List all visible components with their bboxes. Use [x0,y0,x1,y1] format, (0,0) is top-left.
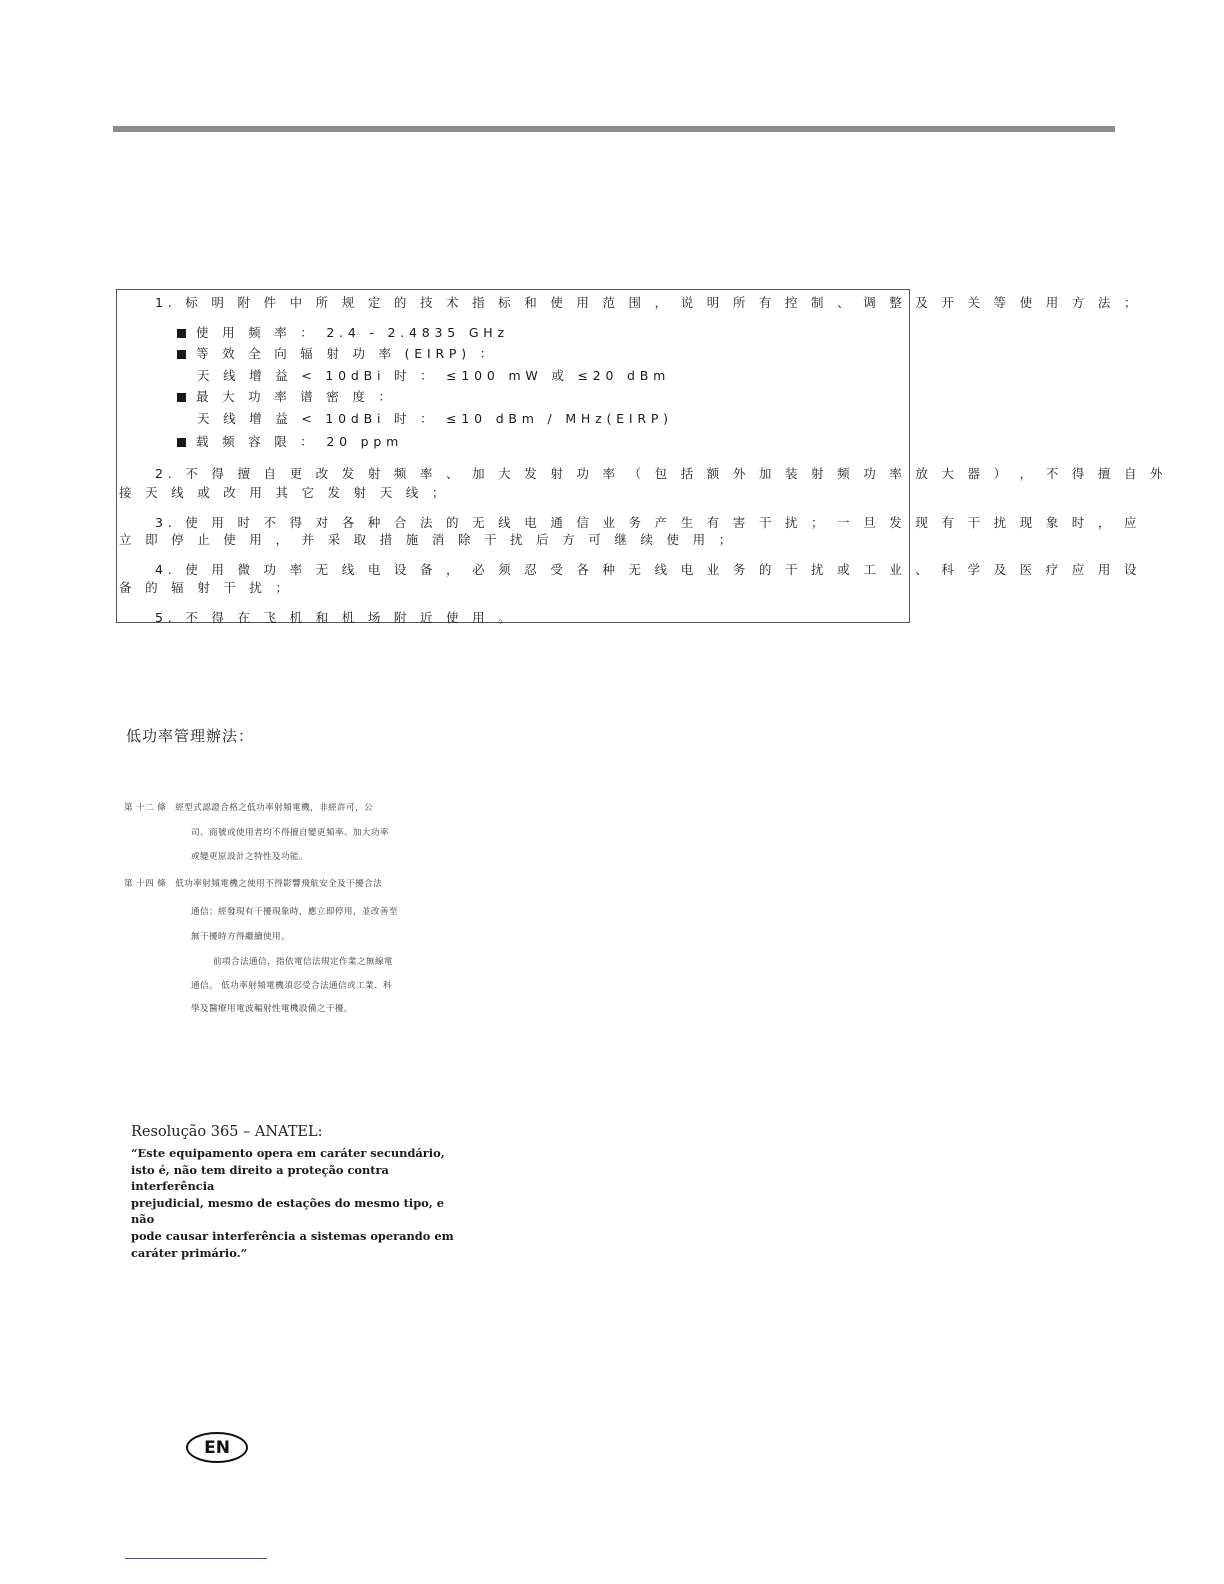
taiwan-article-14-cont: 學及醫療用電波輻射性電機設備之干擾。 [191,1004,353,1014]
footer-link-underline [125,1558,267,1559]
language-badge: EN [186,1432,248,1463]
anatel-line: caráter primário.” [131,1245,248,1260]
anatel-title: Resolução 365 – ANATEL: [131,1124,323,1140]
taiwan-article-12-cont: 司、商號或使用者均不得擅自變更頻率、加大功率 [191,828,389,838]
notice-item-4: 4. 使 用 微 功 率 无 线 电 设 备 ， 必 须 忍 受 各 种 无 线 电 业 务 的 干 扰 或 工 业 、 科 学 及 医 疗 应 用 设 [155,562,1142,577]
taiwan-article-14-cont: 前項合法通信，指依電信法規定作業之無線電 [213,957,393,967]
taiwan-article-12-cont: 或變更原設計之特性及功能。 [191,852,308,862]
bullet-icon [177,393,186,402]
taiwan-article-14-cont: 無干擾時方得繼續使用。 [191,932,290,942]
notice-item-1: 1. 标 明 附 件 中 所 规 定 的 技 术 指 标 和 使 用 范 围 ， 说 明 所 有 控 制 、 调 整 及 开 关 等 使 用 方 法 ； [155,295,1142,310]
anatel-line: “Este equipamento opera em caráter secundário, [131,1146,445,1160]
bullet-icon [177,350,186,359]
spec-eirp-detail: 天 线 增 益 < 10dBi 时 ： ≤100 mW 或 ≤20 dBm [197,368,671,383]
taiwan-article-14-cont: 通信。 低功率射頻電機須忍受合法通信或工業、科 [191,981,392,991]
taiwan-article-14-cont: 通信；經發現有干擾現象時，應立即停用，並改善至 [191,907,398,917]
spec-tolerance: 载 频 容 限 ： 20 ppm [177,432,403,450]
taiwan-article-14: 第 十四 條 低功率射頻電機之使用不得影響飛航安全及干擾合法 [124,879,383,889]
bullet-icon [177,438,186,447]
notice-item-3: 3. 使 用 时 不 得 对 各 种 合 法 的 无 线 电 通 信 业 务 产 生 有 害 干 扰 ； 一 旦 发 现 有 干 扰 现 象 时 ， 应 [155,515,1142,530]
spec-psd-detail: 天 线 增 益 < 10dBi 时 ： ≤10 dBm / MHz(EIRP) [197,411,673,426]
bullet-icon [177,329,186,338]
spec-eirp: 等 效 全 向 辐 射 功 率 (EIRP) ： [177,344,497,362]
taiwan-notice-title: 低功率管理辦法： [126,727,255,745]
header-rule [113,126,1115,132]
notice-item-5: 5. 不 得 在 飞 机 和 机 场 附 近 使 用 。 [155,610,516,625]
notice-item-2-cont: 接 天 线 或 改 用 其 它 发 射 天 线 ； [119,485,450,500]
spec-psd: 最 大 功 率 谱 密 度 ： [177,387,396,405]
anatel-line: prejudicial, mesmo de estações do mesmo tipo, e não [131,1195,444,1227]
china-regulatory-notice-box [116,289,1168,625]
notice-item-3-cont: 立 即 停 止 使 用 ， 并 采 取 措 施 消 除 干 扰 后 方 可 继 续 使 用 ； [119,532,736,547]
taiwan-article-12: 第 十二 條 經型式認證合格之低功率射頻電機，非經許可，公 [124,803,374,813]
anatel-statement [131,1145,461,1261]
notice-item-2: 2. 不 得 擅 自 更 改 发 射 频 率 、 加 大 发 射 功 率 （ 包 括 额 外 加 装 射 频 功 率 放 大 器 ） ， 不 得 擅 自 外 [155,466,1168,481]
anatel-line: pode causar interferência a sistemas operando em [131,1228,454,1243]
notice-item-4-cont: 备 的 辐 射 干 扰 ； [119,580,293,595]
anatel-line: isto é, não tem direito a proteção contra interferência [131,1162,389,1194]
spec-frequency: 使 用 频 率 ： 2.4 - 2.4835 GHz [177,323,509,341]
